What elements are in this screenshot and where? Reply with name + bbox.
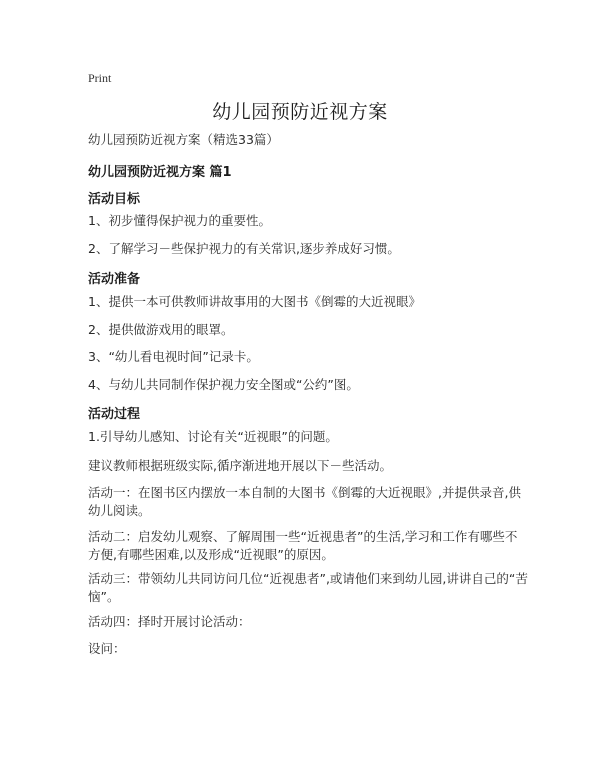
preparation-item: 1、提供一本可供教师讲故事用的大图书《倒霉的大近视眼》 bbox=[88, 294, 421, 309]
goal-item: 2、了解学习－些保护视力的有关常识,逐步养成好习惯。 bbox=[88, 241, 400, 256]
preparation-heading: 活动准备 bbox=[88, 272, 141, 287]
process-item: 活动三：带领幼儿共同访问几位“近视患者”,或请他们来到幼儿园,讲讲自己的“苦恼”。 bbox=[88, 571, 528, 604]
process-item: 活动一：在图书区内摆放一本自制的大图书《倒霉的大近视眼》,并提供录音,供幼儿阅读。 bbox=[88, 485, 521, 518]
process-item: 1.引导幼儿感知、讨论有关“近视眼”的问题。 bbox=[88, 429, 338, 444]
preparation-item: 4、与幼儿共同制作保护视力安全图或“公约”图。 bbox=[88, 377, 359, 392]
process-item: 活动二：启发幼儿观察、了解周围一些“近视患者”的生活,学习和工作有哪些不方便,有哪些困难,以及形成“近视眼”的原因。 bbox=[88, 529, 518, 562]
section-title: 幼儿园预防近视方案 篇1 bbox=[88, 165, 232, 180]
process-item: 活动四：择时开展讨论活动： bbox=[88, 614, 251, 629]
print-label: Print bbox=[88, 71, 112, 85]
process-item: 设问： bbox=[88, 641, 126, 656]
document-title: 幼儿园预防近视方案 bbox=[212, 101, 388, 123]
goal-item: 1、初步懂得保护视力的重要性。 bbox=[88, 213, 271, 228]
preparation-item: 3、“幼儿看电视时间”记录卡。 bbox=[88, 349, 259, 364]
process-heading: 活动过程 bbox=[88, 407, 141, 422]
subtitle: 幼儿园预防近视方案（精选33篇） bbox=[88, 132, 279, 147]
goals-heading: 活动目标 bbox=[88, 192, 141, 207]
process-item: 建议教师根据班级实际,循序渐进地开展以下－些活动。 bbox=[88, 458, 392, 473]
preparation-item: 2、提供做游戏用的眼罩。 bbox=[88, 322, 234, 337]
